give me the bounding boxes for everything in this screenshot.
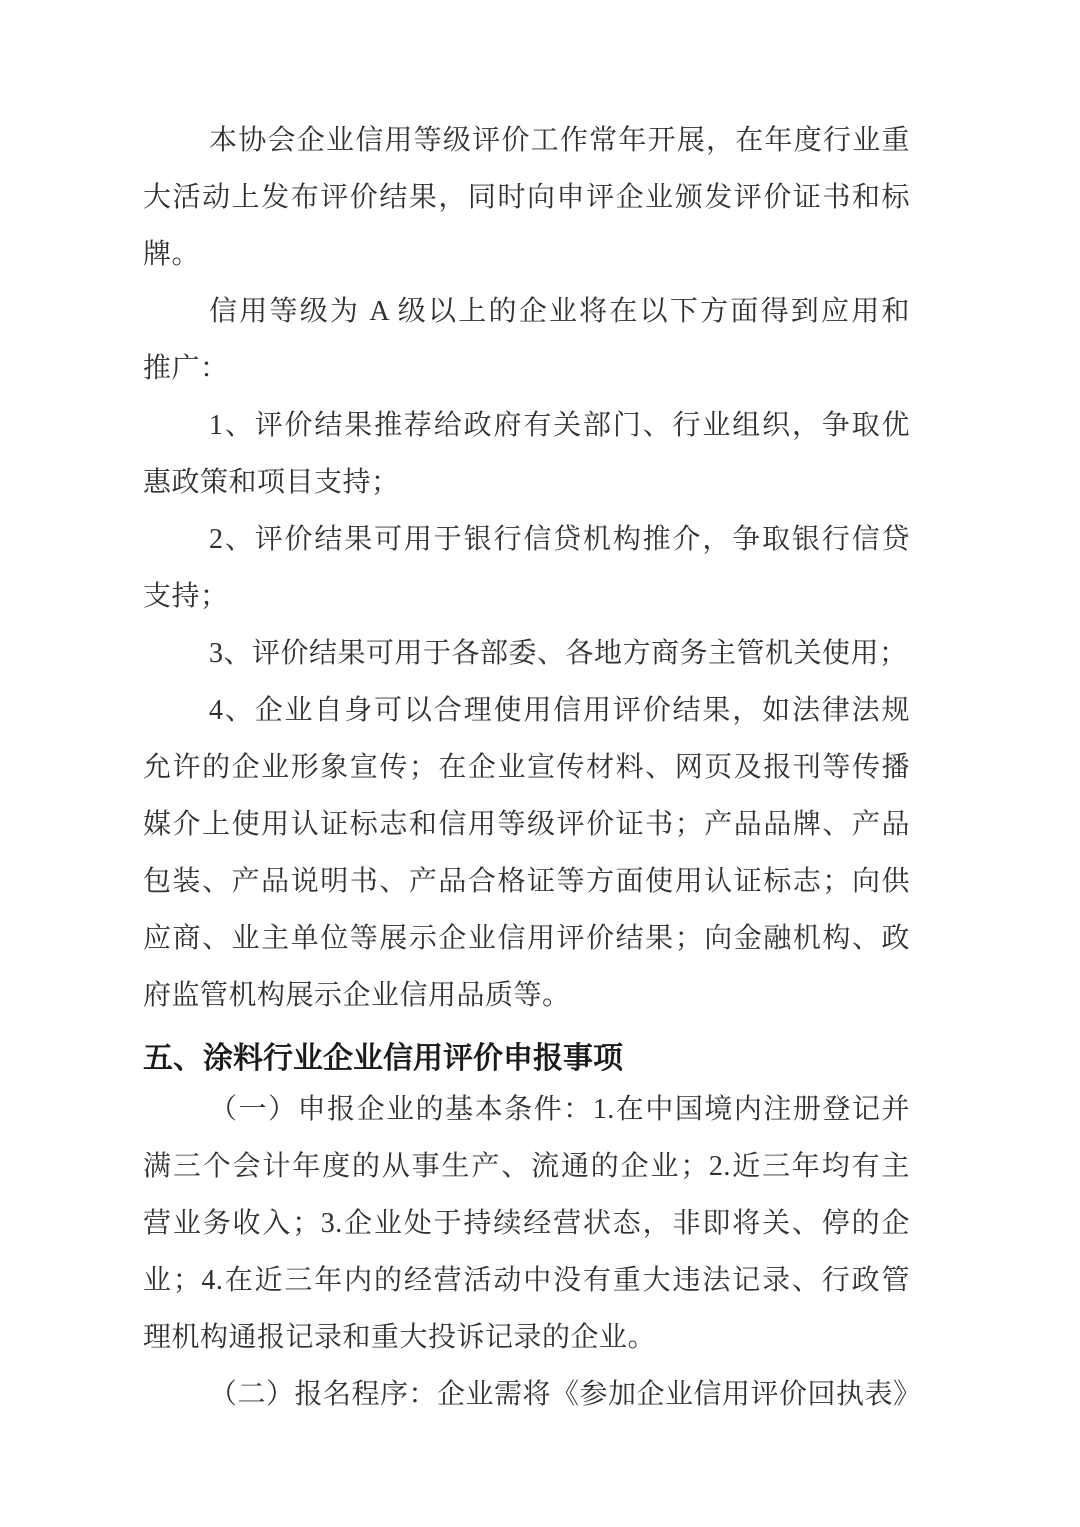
text-line: 大活动上发布评价结果，同时向申评企业颁发评价证书和标 xyxy=(143,182,910,213)
text-line: （二）报名程序：企业需将《参加企业信用评价回执表》 xyxy=(209,1379,922,1410)
text-line: 牌。 xyxy=(143,239,201,270)
text-line: 推广： xyxy=(143,353,229,384)
text-line: （一）申报企业的基本条件：1.在中国境内注册登记并 xyxy=(209,1094,910,1125)
text-line: 应商、业主单位等展示企业信用评价结果；向金融机构、政 xyxy=(143,923,910,954)
text-line: 3、评价结果可用于各部委、各地方商务主管机关使用； xyxy=(209,638,908,669)
text-line: 允许的企业形象宣传；在企业宣传材料、网页及报刊等传播 xyxy=(143,752,910,783)
text-line: 本协会企业信用等级评价工作常年开展，在年度行业重 xyxy=(209,125,910,156)
text-line: 惠政策和项目支持； xyxy=(143,467,400,498)
text-line: 2、评价结果可用于银行信贷机构推介，争取银行信贷 xyxy=(209,524,910,555)
text-line: 信用等级为 A 级以上的企业将在以下方面得到应用和 xyxy=(209,296,910,327)
text-line: 1、评价结果推荐给政府有关部门、行业组织，争取优 xyxy=(209,410,910,441)
text-line: 支持； xyxy=(143,581,229,612)
text-line: 4、企业自身可以合理使用信用评价结果，如法律法规 xyxy=(209,695,910,726)
text-line: 媒介上使用认证标志和信用等级评价证书；产品品牌、产品 xyxy=(143,809,910,840)
text-line: 理机构通报记录和重大投诉记录的企业。 xyxy=(143,1322,657,1353)
text-line: 营业务收入；3.企业处于持续经营状态，非即将关、停的企 xyxy=(143,1208,910,1239)
text-line: 府监管机构展示企业信用品质等。 xyxy=(143,980,571,1011)
text-line: 包装、产品说明书、产品合格证等方面使用认证标志；向供 xyxy=(143,866,910,897)
text-line: 业；4.在近三年内的经营活动中没有重大违法记录、行政管 xyxy=(143,1265,910,1296)
text-line: 满三个会计年度的从事生产、流通的企业；2.近三年均有主 xyxy=(143,1151,910,1182)
document-body xyxy=(143,112,922,1423)
section-heading: 五、涂料行业企业信用评价申报事项 xyxy=(143,1042,623,1075)
